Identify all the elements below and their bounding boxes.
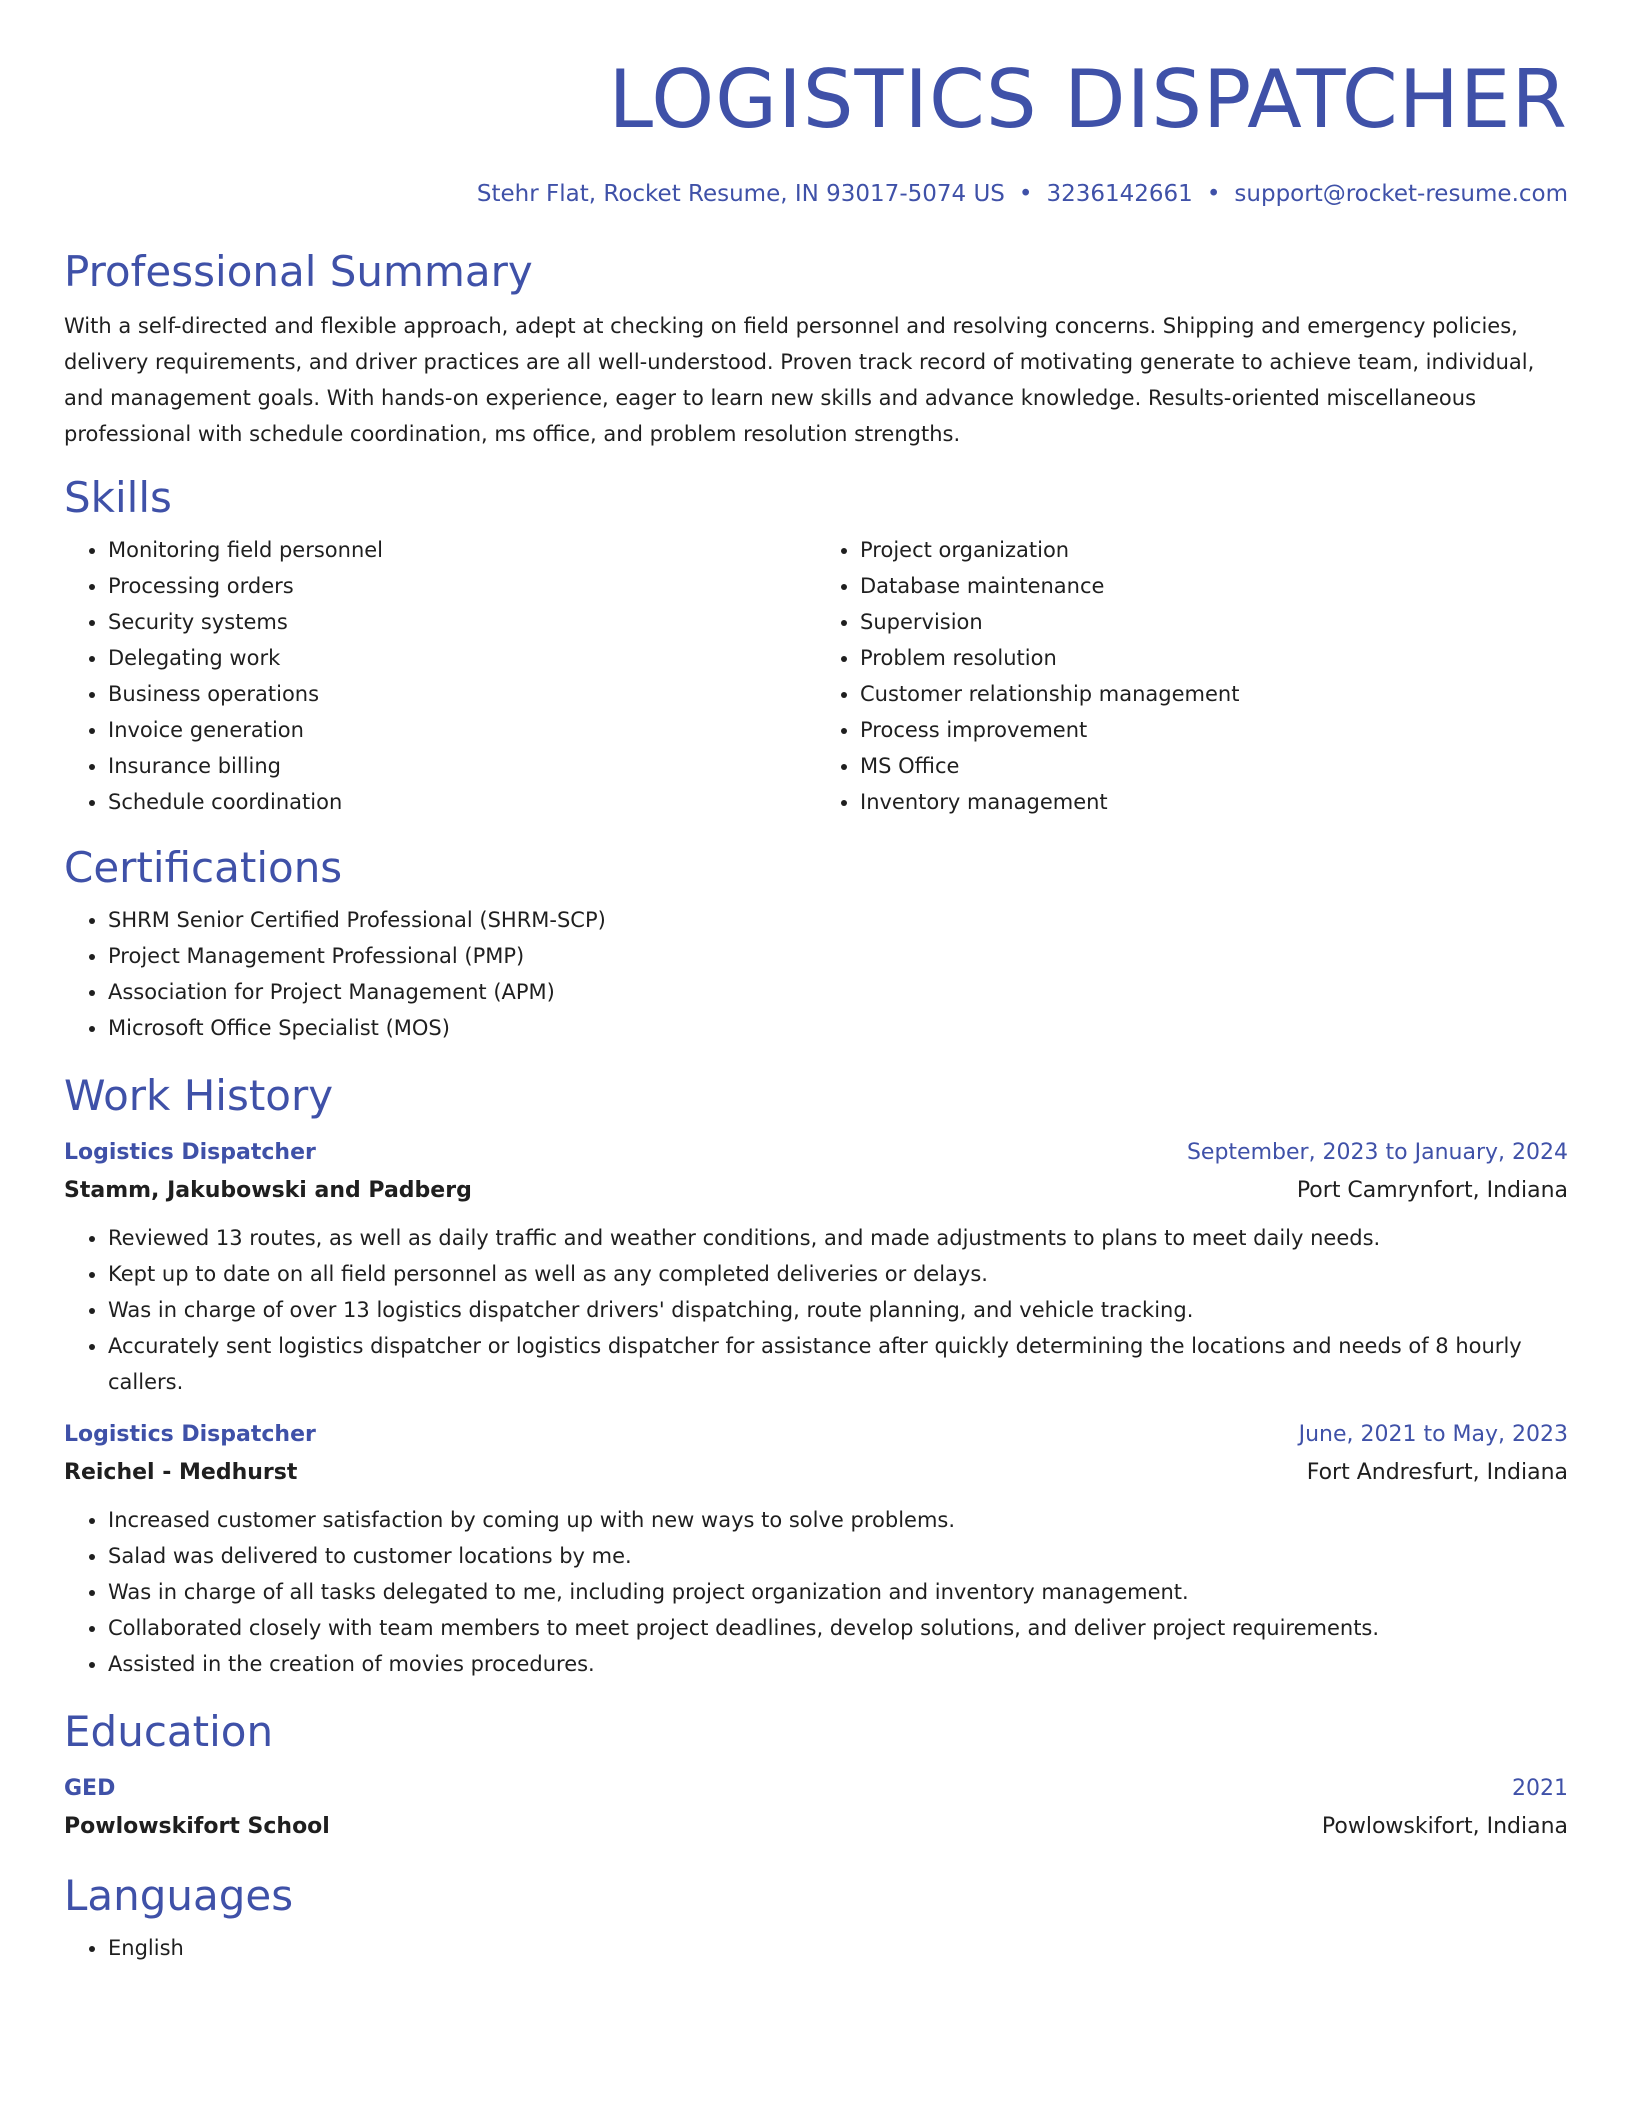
- section-heading-education: Education: [64, 1707, 274, 1756]
- skill-item: • Business operations: [108, 676, 816, 712]
- section-heading-work-history: Work History: [64, 1071, 334, 1120]
- job-entry: [64, 1134, 1568, 1400]
- skill-item: • Delegating work: [108, 640, 816, 676]
- summary-text: With a self-directed and flexible approach, adept at checking on field personnel and resolving concerns. Shipping and emergency policies, delivery requirements, and driver practices are all well-understood. Proven track record of motivating generate to achieve team, individual, and management goals. With hands-on experience, eager to learn new skills and advance knowledge. Results-oriented miscellaneous professional with schedule coordination, ms office, and problem resolution strengths.: [64, 314, 1535, 446]
- skill-item: • Project organization: [860, 532, 1568, 568]
- job-entry: [64, 1416, 1568, 1682]
- resume-title: LOGISTICS DISPATCHER: [608, 53, 1568, 146]
- section-heading-certifications: Certifications: [64, 843, 343, 892]
- education-degree: GED: [64, 1776, 116, 1801]
- job-bullet: • Kept up to date on all field personnel as well as any completed deliveries or delays.: [108, 1256, 1568, 1292]
- education-year: 2021: [1512, 1776, 1568, 1801]
- skills-section: [64, 472, 1568, 820]
- skills-list-left: [64, 532, 816, 820]
- job-dates: September, 2023 to January, 2024: [1186, 1140, 1568, 1165]
- job-bullet: • Assisted in the creation of movies procedures.: [108, 1646, 1568, 1682]
- skill-item: • MS Office: [860, 748, 1568, 784]
- job-bullet: • Was in charge of all tasks delegated to me, including project organization and inventory management.: [108, 1574, 1568, 1610]
- section-heading-skills: Skills: [64, 473, 172, 522]
- job-header: [64, 1134, 1568, 1172]
- job-title: Logistics Dispatcher: [64, 1422, 316, 1447]
- education-section: [64, 1706, 1568, 1846]
- job-header: [64, 1416, 1568, 1454]
- skill-item: • Problem resolution: [860, 640, 1568, 676]
- certification-item: • Association for Project Management (APM): [108, 974, 1568, 1010]
- education-school: Powlowskifort School: [64, 1814, 330, 1839]
- certifications-section: [64, 842, 1568, 1046]
- job-company: Reichel - Medhurst: [64, 1460, 298, 1485]
- job-location: Fort Andresfurt, Indiana: [1306, 1460, 1568, 1485]
- section-heading-languages: Languages: [64, 1871, 294, 1920]
- job-bullets: [64, 1220, 1568, 1400]
- skill-item: • Invoice generation: [108, 712, 816, 748]
- job-location: Port Camrynfort, Indiana: [1296, 1178, 1568, 1203]
- skill-item: • Customer relationship management: [860, 676, 1568, 712]
- job-subheader: [64, 1172, 1568, 1210]
- certification-item: • Microsoft Office Specialist (MOS): [108, 1010, 1568, 1046]
- job-bullet: • Collaborated closely with team members to meet project deadlines, develop solutions, and deliver project requirements.: [108, 1610, 1568, 1646]
- skill-item: • Inventory management: [860, 784, 1568, 820]
- skill-item: • Insurance billing: [108, 748, 816, 784]
- contact-separator: •: [1206, 181, 1221, 207]
- skill-item: • Security systems: [108, 604, 816, 640]
- language-item: • English: [108, 1930, 1568, 1966]
- certification-item: • SHRM Senior Certified Professional (SHRM-SCP): [108, 902, 1568, 938]
- contact-address: Stehr Flat, Rocket Resume, IN 93017-5074 US: [476, 181, 1005, 207]
- job-bullet: • Was in charge of over 13 logistics dispatcher drivers' dispatching, route planning, and vehicle tracking.: [108, 1292, 1568, 1328]
- work-history-section: [64, 1070, 1568, 1682]
- job-bullet: • Salad was delivered to customer locations by me.: [108, 1538, 1568, 1574]
- skill-item: • Database maintenance: [860, 568, 1568, 604]
- education-header: [64, 1770, 1568, 1808]
- education-location: Powlowskifort, Indiana: [1321, 1814, 1568, 1839]
- skill-item: • Process improvement: [860, 712, 1568, 748]
- certifications-list: [64, 902, 1568, 1046]
- job-bullets: [64, 1502, 1568, 1682]
- job-bullet: • Increased customer satisfaction by coming up with new ways to solve problems.: [108, 1502, 1568, 1538]
- skill-item: • Supervision: [860, 604, 1568, 640]
- summary-section: [64, 246, 1568, 452]
- skill-item: • Monitoring field personnel: [108, 532, 816, 568]
- education-subheader: [64, 1808, 1568, 1846]
- skill-item: • Processing orders: [108, 568, 816, 604]
- contact-line: [64, 176, 1568, 212]
- skill-item: • Schedule coordination: [108, 784, 816, 820]
- job-title: Logistics Dispatcher: [64, 1140, 316, 1165]
- job-dates: June, 2021 to May, 2023: [1298, 1422, 1568, 1447]
- contact-email: support@rocket-resume.com: [1234, 181, 1568, 207]
- skills-columns: [64, 524, 1568, 820]
- section-heading-summary: Professional Summary: [64, 247, 533, 296]
- languages-section: [64, 1870, 1568, 1966]
- certification-item: • Project Management Professional (PMP): [108, 938, 1568, 974]
- contact-phone: 3236142661: [1046, 181, 1193, 207]
- skills-list-right: [816, 532, 1568, 820]
- job-subheader: [64, 1454, 1568, 1492]
- job-bullet: • Reviewed 13 routes, as well as daily traffic and weather conditions, and made adjustments to plans to meet daily needs.: [108, 1220, 1568, 1256]
- contact-separator: •: [1018, 181, 1033, 207]
- job-company: Stamm, Jakubowski and Padberg: [64, 1178, 472, 1203]
- languages-list: [64, 1930, 1568, 1966]
- job-bullet: • Accurately sent logistics dispatcher or logistics dispatcher for assistance after quickly determining the locations and needs of 8 hourly callers.: [108, 1328, 1568, 1400]
